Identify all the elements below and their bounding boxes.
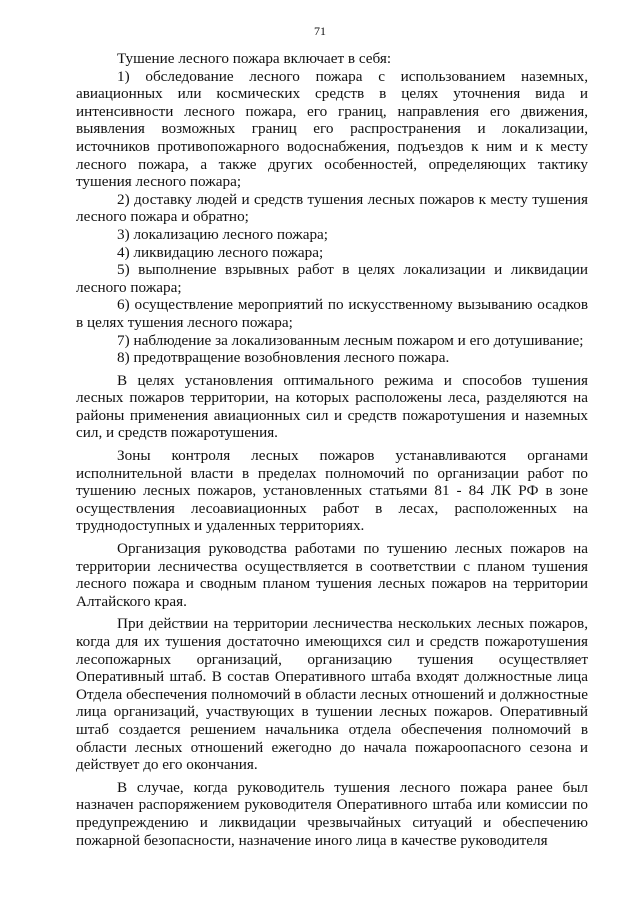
paragraph-districts: В целях установления оптимального режима и способов тушения лесных пожаров территории, на которых расположены леса, разделяются на районы применения авиационных сил и средств пожаротушения и наземных сил, и средств пожаротушения. [76, 371, 588, 442]
list-item-6: 6) осуществление мероприятий по искусственному вызыванию осадков в целях тушения лесного пожара; [76, 296, 588, 331]
list-item-3: 3) локализацию лесного пожара; [117, 225, 329, 243]
list-item-2: 2) доставку людей и средств тушения лесных пожаров к месту тушения лесного пожара и обратно; [76, 190, 588, 226]
list-item-8: 8) предотвращение возобновления лесного пожара. [117, 349, 450, 367]
list-item-4: 4) ликвидацию лесного пожара; [117, 243, 324, 261]
paragraph-control-zones: Зоны контроля лесных пожаров устанавливаются органами исполнительной власти в пределах полномочий по организации работ по тушению лесных пожаров, установленных статьями 81 - 84 ЛК РФ в зоне осуществления лесоавиационных работ в лесах, расположенных на труднодоступных и удаленных территориях. [76, 447, 588, 535]
document-body [76, 50, 588, 849]
paragraph-organization: Организация руководства работами по тушению лесных пожаров на территории лесничества осуществляется в соответствии с планом тушения лесного пожара и сводным планом тушения лесных пожаров на территории Алтайского края. [76, 540, 588, 610]
list-item-7: 7) наблюдение за локализованным лесным пожаром и его дотушивание; [117, 331, 584, 349]
paragraph-intro: Тушение лесного пожара включает в себя: [117, 50, 392, 67]
paragraph-fire-chief: В случае, когда руководитель тушения лесного пожара ранее был назначен распоряжением руководителя Оперативного штаба или комиссии по предупреждению и ликвидации чрезвычайных ситуаций и обеспечению пожарной безопасности, назначение иного лица в качестве руководителя [76, 778, 588, 849]
paragraph-operational-hq: При действии на территории лесничества нескольких лесных пожаров, когда для их тушения достаточно имеющихся сил и средств пожаротушения лесопожарных организаций, организацию тушения осуществляет Оперативный штаб. В состав Оперативного штаба входят должностные лица Отдела обеспечения полномочий в области лесных отношений и должностные лица организаций, участвующих в тушении лесных пожаров. Оперативный штаб создается решением начальника отдела обеспечения полномочий в области лесных отношений ежегодно до начала пожароопасного сезона и действует до его окончания. [76, 615, 588, 774]
list-item-5: 5) выполнение взрывных работ в целях локализации и ликвидации лесного пожара; [76, 261, 588, 296]
list-item-1: 1) обследование лесного пожара с использованием наземных, авиационных или космических средств в целях уточнения вида и интенсивности лесного пожара, его границ, направления его движения, выявления возможных границ его распространения и локализации, источников противопожарного водоснабжения, подъездов к ним и к месту лесного пожара, а также других особенностей, определяющих тактику тушения лесного пожара; [76, 67, 588, 191]
page-number: 71 [314, 24, 326, 38]
